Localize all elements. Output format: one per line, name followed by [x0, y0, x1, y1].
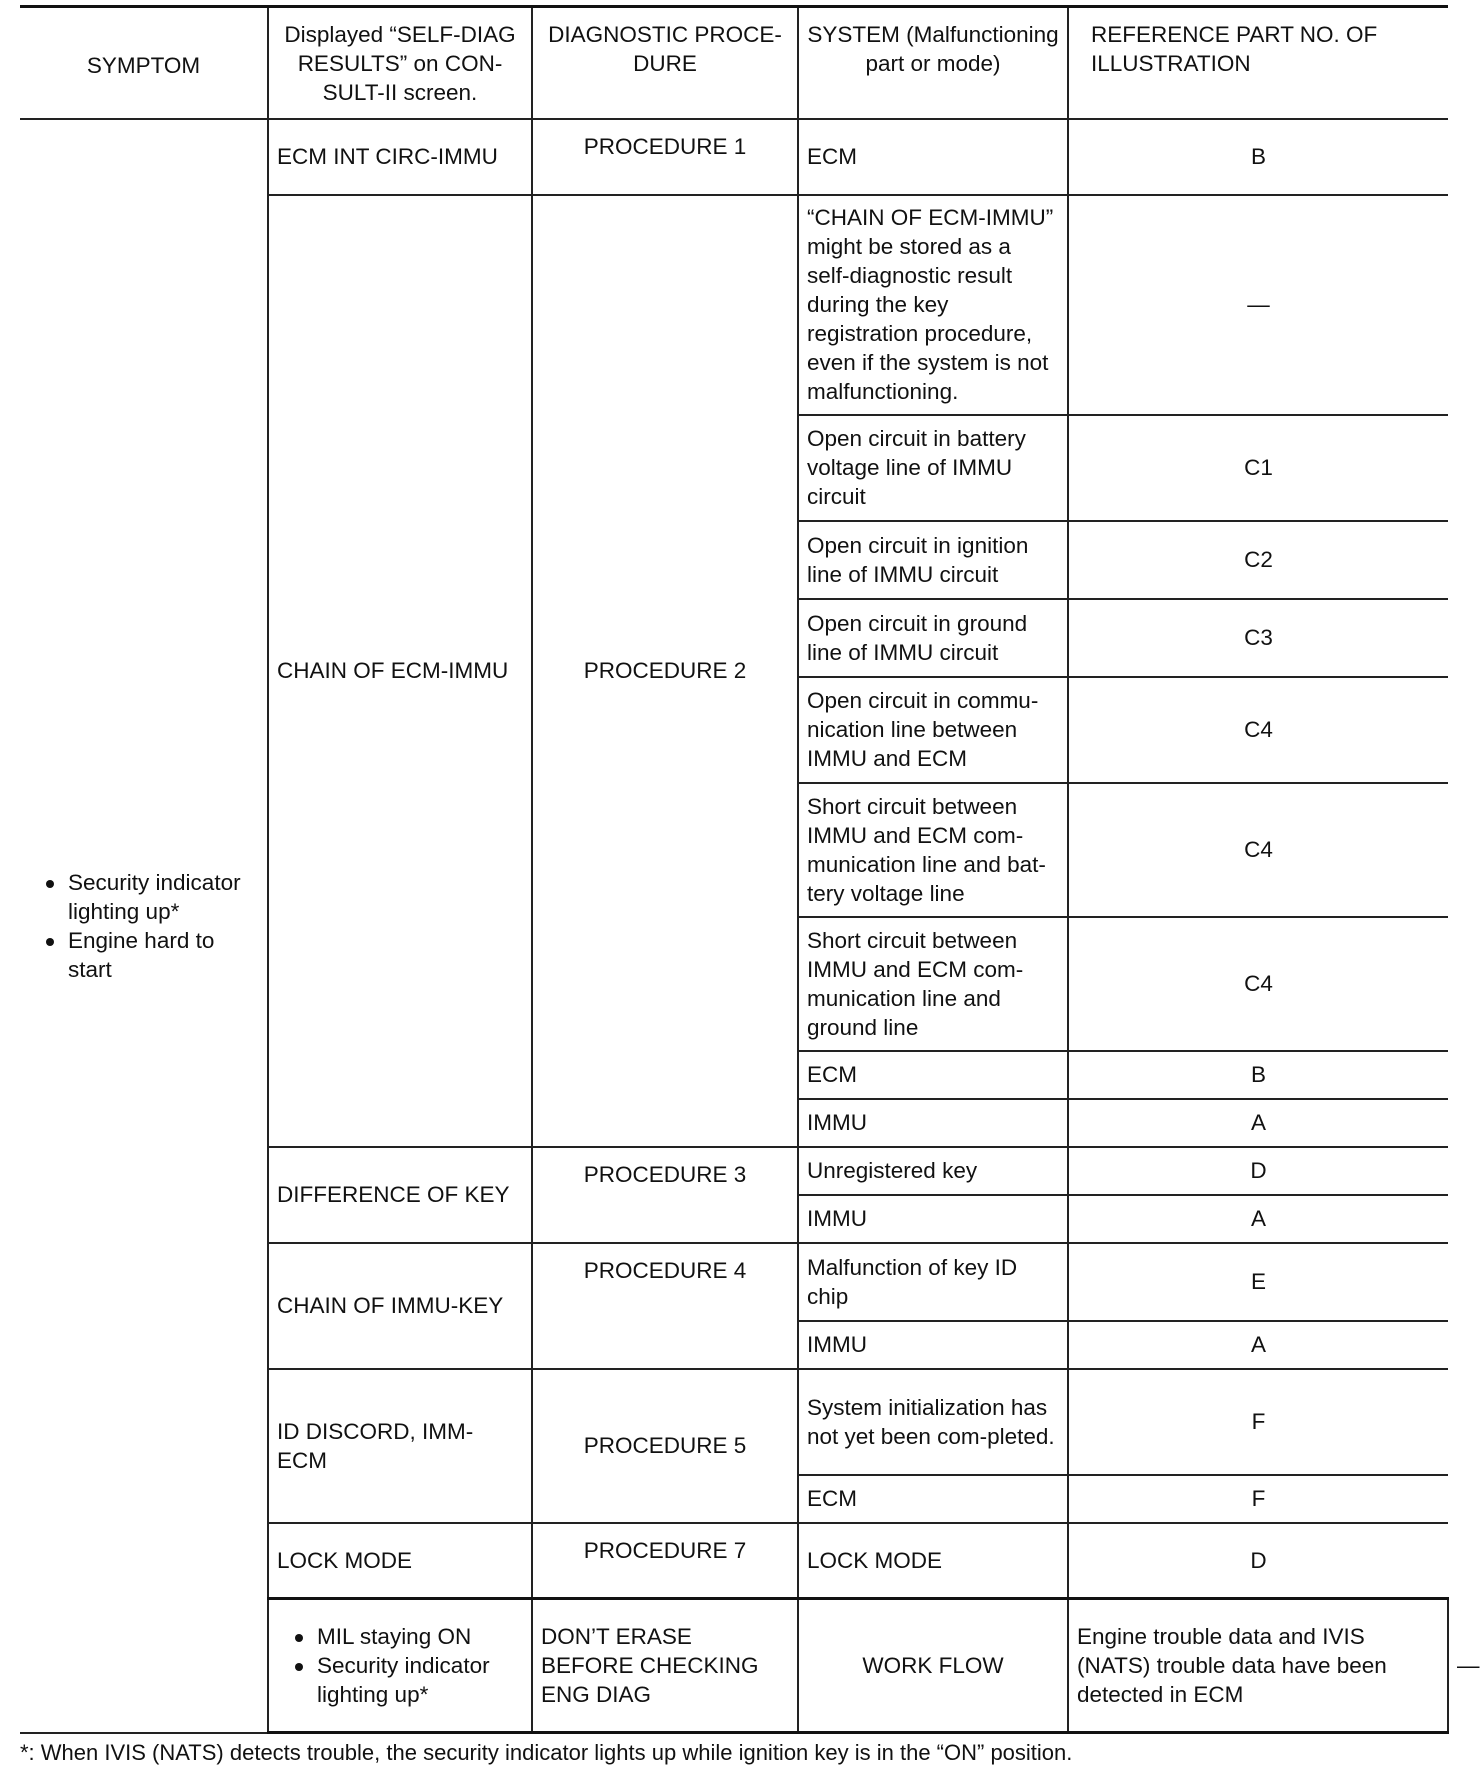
reference-cell: A	[1068, 1321, 1448, 1369]
reference-cell: C1	[1068, 415, 1448, 521]
system-cell: Short circuit between IMMU and ECM com-munication line and ground line	[798, 917, 1068, 1051]
reference-cell: C4	[1068, 783, 1448, 917]
reference-cell: C2	[1068, 521, 1448, 599]
system-cell: Malfunction of key ID chip	[798, 1243, 1068, 1321]
header-diagnostic-procedure: DIAGNOSTIC PROCE-DURE	[532, 7, 798, 119]
system-cell: ECM	[798, 119, 1068, 195]
reference-cell: D	[1068, 1523, 1448, 1599]
reference-cell: A	[1068, 1195, 1448, 1243]
diagnostic-procedure: PROCEDURE 1	[532, 119, 798, 195]
reference-cell: B	[1068, 1051, 1448, 1099]
diagnostic-procedure: WORK FLOW	[798, 1599, 1068, 1733]
diagnostic-procedure: PROCEDURE 2	[532, 195, 798, 1147]
system-cell: IMMU	[798, 1099, 1068, 1147]
reference-cell: C4	[1068, 917, 1448, 1051]
system-cell: Open circuit in battery voltage line of IMMU circuit	[798, 415, 1068, 521]
reference-cell: C3	[1068, 599, 1448, 677]
self-diag-results-table	[20, 5, 1480, 1734]
symptom-list	[28, 868, 259, 984]
displayed-result: DON’T ERASE BEFORE CHECKING ENG DIAG	[532, 1599, 798, 1733]
reference-cell: C4	[1068, 677, 1448, 783]
symptom-item: Engine hard to start	[42, 926, 259, 984]
reference-cell: B	[1068, 119, 1448, 195]
reference-cell: F	[1068, 1369, 1448, 1475]
reference-cell: F	[1068, 1475, 1448, 1523]
header-system: SYSTEM (Malfunctioning part or mode)	[798, 7, 1068, 119]
displayed-result: DIFFERENCE OF KEY	[268, 1147, 532, 1243]
system-cell: Short circuit between IMMU and ECM com-munication line and bat-tery voltage line	[798, 783, 1068, 917]
system-cell: Engine trouble data and IVIS (NATS) trouble data have been detected in ECM	[1068, 1599, 1448, 1733]
system-cell: ECM	[798, 1475, 1068, 1523]
symptom-item: MIL staying ON	[291, 1622, 523, 1651]
reference-cell: E	[1068, 1243, 1448, 1321]
system-cell: Unregistered key	[798, 1147, 1068, 1195]
system-cell: LOCK MODE	[798, 1523, 1068, 1599]
header-reference-part: REFERENCE PART NO. OF ILLUSTRATION	[1068, 7, 1448, 119]
symptom-item: Security indicator lighting up*	[291, 1651, 523, 1709]
system-cell: Open circuit in ignition line of IMMU circuit	[798, 521, 1068, 599]
reference-cell: —	[1068, 195, 1448, 415]
system-cell: “CHAIN OF ECM-IMMU” might be stored as a self-diagnostic result during the key registration procedure, even if the system is not malfunctioning.	[798, 195, 1068, 415]
table-header-row	[20, 7, 1448, 119]
header-symptom: SYMPTOM	[20, 7, 268, 119]
system-cell: IMMU	[798, 1195, 1068, 1243]
diagnostic-procedure: PROCEDURE 3	[532, 1147, 798, 1243]
displayed-result: ID DISCORD, IMM-ECM	[268, 1369, 532, 1523]
displayed-result: ECM INT CIRC-IMMU	[268, 119, 532, 195]
system-cell: IMMU	[798, 1321, 1068, 1369]
symptom-item: Security indicator lighting up*	[42, 868, 259, 926]
footnote: *: When IVIS (NATS) detects trouble, the security indicator lights up while ignition key is in the “ON” position.	[20, 1740, 1073, 1765]
header-displayed-results: Displayed “SELF-DIAG RESULTS” on CON-SULT-II screen.	[268, 7, 532, 119]
displayed-result: CHAIN OF IMMU-KEY	[268, 1243, 532, 1369]
reference-cell: A	[1068, 1099, 1448, 1147]
table-row	[20, 119, 1448, 195]
diagnostic-procedure: PROCEDURE 7	[532, 1523, 798, 1599]
system-cell: ECM	[798, 1051, 1068, 1099]
symptom-cell	[20, 119, 268, 1733]
system-cell: Open circuit in commu-nication line between IMMU and ECM	[798, 677, 1068, 783]
displayed-result: CHAIN OF ECM-IMMU	[268, 195, 532, 1147]
system-cell: Open circuit in ground line of IMMU circuit	[798, 599, 1068, 677]
table-row: MIL staying ON Security indicator lighting up* DON’T ERASE BEFORE CHECKING ENG DIAG WORK FLOW Engine trouble data and IVIS (NATS) trouble data have been detected in ECM —	[20, 1599, 1448, 1733]
symptom-list	[277, 1622, 523, 1709]
diagnostic-procedure: PROCEDURE 5	[532, 1369, 798, 1523]
displayed-result: LOCK MODE	[268, 1523, 532, 1599]
symptom-cell	[268, 1599, 532, 1733]
reference-cell: D	[1068, 1147, 1448, 1195]
system-cell: System initialization has not yet been com-pleted.	[798, 1369, 1068, 1475]
diagnostic-procedure: PROCEDURE 4	[532, 1243, 798, 1369]
